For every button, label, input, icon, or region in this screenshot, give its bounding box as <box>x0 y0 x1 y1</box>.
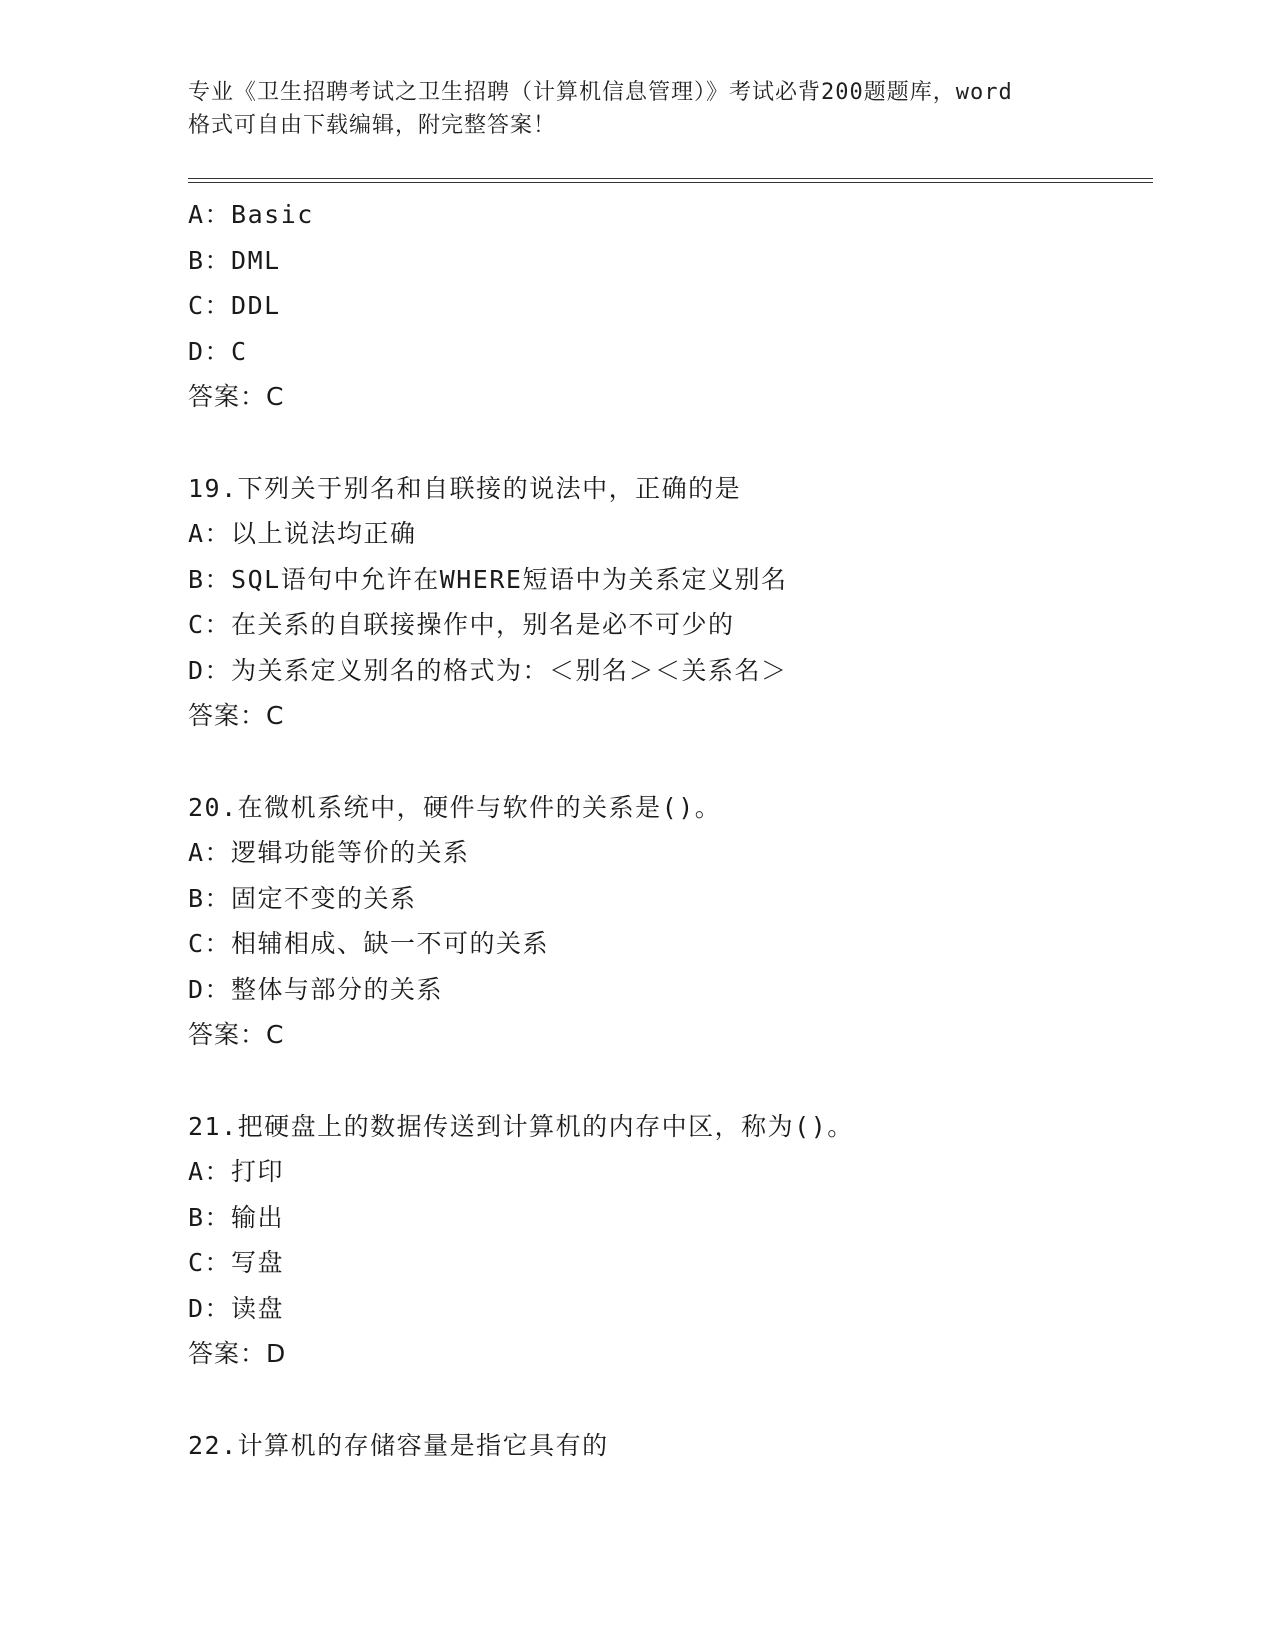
option-c: C：相辅相成、缺一不可的关系 <box>188 929 550 958</box>
question-list <box>188 192 1153 1468</box>
question-block <box>188 1423 1153 1469</box>
option-d: D：C <box>188 336 248 366</box>
question-text: 22.计算机的存储容量是指它具有的 <box>188 1430 609 1460</box>
option-b: B：SQL语句中允许在WHERE短语中为关系定义别名 <box>188 564 788 594</box>
option-a: A：打印 <box>188 1157 285 1186</box>
answer: 答案：C <box>188 701 285 730</box>
option-c: C：在关系的自联接操作中，别名是必不可少的 <box>188 610 735 639</box>
option-b: B：固定不变的关系 <box>188 883 417 913</box>
option-c: C：写盘 <box>188 1248 285 1277</box>
option-c: C：DDL <box>188 291 281 320</box>
document-page <box>188 0 1153 1650</box>
option-b: B：DML <box>188 245 281 275</box>
question-text: 21.把硬盘上的数据传送到计算机的内存中区，称为()。 <box>188 1111 854 1141</box>
question-text: 20.在微机系统中，硬件与软件的关系是()。 <box>188 792 722 822</box>
question-text: 19.下列关于别名和自联接的说法中，正确的是 <box>188 473 742 503</box>
option-a: A：以上说法均正确 <box>188 519 417 548</box>
answer: 答案：D <box>188 1339 287 1368</box>
answer: 答案：C <box>188 382 285 411</box>
option-d: D：读盘 <box>188 1293 285 1323</box>
header-divider <box>188 178 1153 183</box>
document-header <box>188 76 1088 142</box>
answer: 答案：C <box>188 1020 285 1049</box>
option-d: D：为关系定义别名的格式为：＜别名＞＜关系名＞ <box>188 655 788 685</box>
question-block <box>188 1104 1153 1377</box>
option-b: B：输出 <box>188 1202 285 1232</box>
option-a: A：逻辑功能等价的关系 <box>188 838 470 867</box>
option-d: D：整体与部分的关系 <box>188 974 444 1004</box>
header-line-2: 格式可自由下载编辑，附完整答案！ <box>188 113 557 138</box>
header-line-1: 专业《卫生招聘考试之卫生招聘（计算机信息管理）》考试必背200题题库，word <box>188 80 1013 105</box>
option-a: A：Basic <box>188 200 314 229</box>
question-block <box>188 466 1153 739</box>
question-block <box>188 192 1153 420</box>
question-block <box>188 785 1153 1058</box>
